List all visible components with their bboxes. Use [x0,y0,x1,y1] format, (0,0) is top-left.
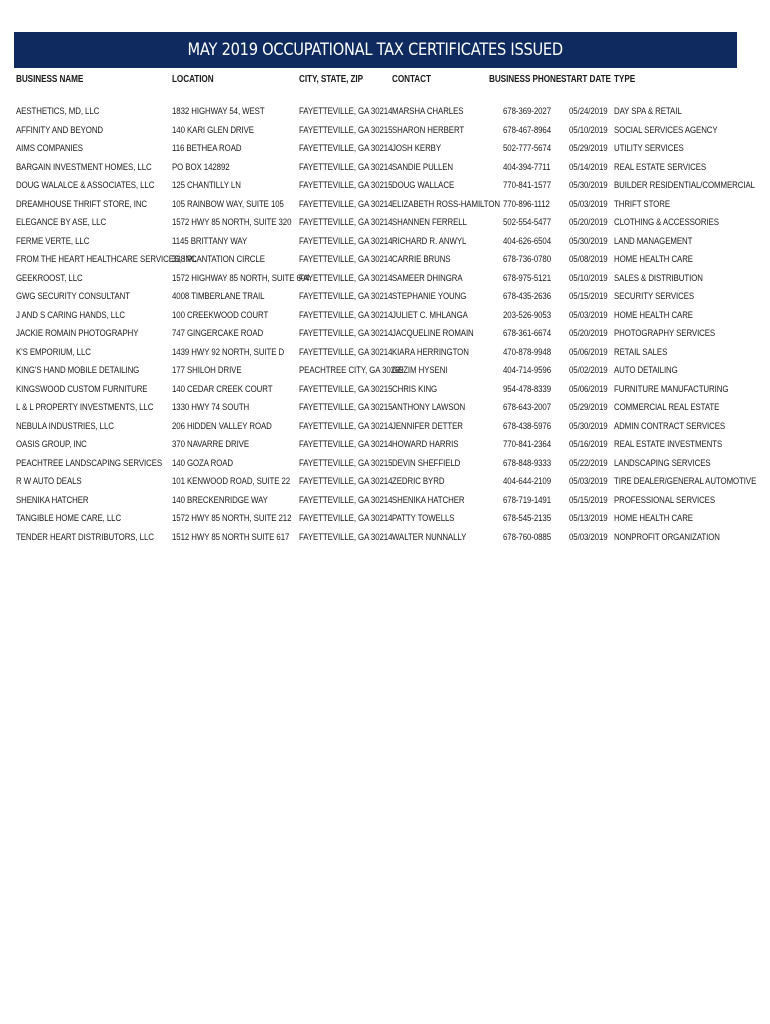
business-phone-cell: 678-467-8964 [503,124,552,136]
contact-cell: CHRIS KING [392,383,438,395]
table-row [16,436,736,455]
location-cell: 1330 HWY 74 SOUTH [172,402,250,413]
business-name-cell: AFFINITY AND BEYOND [16,124,104,136]
business-phone-cell: 678-736-0780 [503,254,552,265]
location-cell: 206 HIDDEN VALLEY ROAD [172,420,272,432]
business-phone-cell: 678-545-2135 [503,513,552,524]
start-date-cell: 05/15/2019 [569,494,608,506]
start-date-cell: 05/10/2019 [569,272,608,284]
type-cell: SALES & DISTRIBUTION [614,272,703,284]
column-header-location: LOCATION [172,74,214,85]
table-row [16,122,736,141]
table-row [16,177,755,196]
table-row [16,344,736,363]
city-state-zip-cell: FAYETTEVILLE, GA 30214 [299,439,393,450]
contact-cell: JACQUELINE ROMAIN [392,328,474,339]
city-state-zip-cell: FAYETTEVILLE, GA 30214 [299,346,393,358]
table-row [16,307,736,326]
start-date-cell: 05/03/2019 [569,309,608,321]
business-phone-cell: 502-777-5674 [503,143,552,154]
start-date-cell: 05/29/2019 [569,402,608,413]
type-cell: LANDSCAPING SERVICES [614,457,711,469]
business-name-cell: KING'S HAND MOBILE DETAILING [16,365,140,376]
business-name-cell: GEEKROOST, LLC [16,272,83,284]
city-state-zip-cell: FAYETTEVILLE, GA 30214 [299,309,393,321]
business-phone-cell: 404-714-9596 [503,365,552,376]
column-header-type: TYPE [614,74,636,85]
business-phone-cell: 678-719-1491 [503,494,552,506]
location-cell: 1832 HIGHWAY 54, WEST [172,106,265,117]
city-state-zip-cell: FAYETTEVILLE, GA 30215 [299,402,393,413]
location-cell: 1512 HWY 85 NORTH SUITE 617 [172,531,290,543]
table-row [16,288,736,307]
location-cell: 747 GINGERCAKE ROAD [172,328,264,339]
type-cell: PHOTOGRAPHY SERVICES [614,328,716,339]
start-date-cell: 05/13/2019 [569,513,608,524]
table-row [16,140,736,159]
column-header-business-phone: BUSINESS PHONE [489,74,562,85]
contact-cell: SHANNEN FERRELL [392,217,467,228]
business-name-cell: DOUG WALALCE & ASSOCIATES, LLC [16,180,155,191]
business-name-cell: K'S EMPORIUM, LLC [16,346,91,358]
type-cell: FURNITURE MANUFACTURING [614,383,729,395]
city-state-zip-cell: FAYETTEVILLE, GA 30214 [299,531,393,543]
business-phone-cell: 678-435-2636 [503,291,552,302]
business-name-cell: PEACHTREE LANDSCAPING SERVICES [16,457,163,469]
city-state-zip-cell: FAYETTEVILLE, GA 30214 [299,513,393,524]
contact-cell: HOWARD HARRIS [392,439,459,450]
contact-cell: SAMEER DHINGRA [392,272,463,284]
business-phone-cell: 678-975-5121 [503,272,552,284]
start-date-cell: 05/14/2019 [569,161,608,173]
table-row [16,529,736,548]
type-cell: LAND MANAGEMENT [614,235,693,247]
start-date-cell: 05/30/2019 [569,235,608,247]
business-phone-cell: 678-361-6674 [503,328,552,339]
start-date-cell: 05/15/2019 [569,291,608,302]
business-name-cell: GWG SECURITY CONSULTANT [16,291,130,302]
start-date-cell: 05/03/2019 [569,198,608,210]
type-cell: HOME HEALTH CARE [614,309,693,321]
start-date-cell: 05/06/2019 [569,383,608,395]
business-name-cell: SHENIKA HATCHER [16,494,89,506]
contact-cell: KIARA HERRINGTON [392,346,469,358]
location-cell: PO BOX 142892 [172,161,230,173]
table-row [16,270,736,289]
start-date-cell: 05/06/2019 [569,346,608,358]
business-phone-cell: 404-644-2109 [503,476,552,487]
certificates-table [16,70,757,547]
city-state-zip-cell: FAYETTEVILLE, GA 30214 [299,198,393,210]
business-phone-cell: 404-626-6504 [503,235,552,247]
type-cell: PROFESSIONAL SERVICES [614,494,716,506]
location-cell: 140 CEDAR CREEK COURT [172,383,273,395]
contact-cell: PATTY TOWELLS [392,513,455,524]
location-cell: 140 KARI GLEN DRIVE [172,124,254,136]
type-cell: CLOTHING & ACCESSORIES [614,217,719,228]
type-cell: TIRE DEALER/GENERAL AUTOMOTIVE [614,476,757,487]
business-name-cell: AIMS COMPANIES [16,143,83,154]
city-state-zip-cell: FAYETTEVILLE, GA 30214 [299,291,393,302]
contact-cell: ZEDRIC BYRD [392,476,445,487]
table-header-row [16,70,736,90]
contact-cell: CARRIE BRUNS [392,254,451,265]
contact-cell: GEZIM HYSENI [392,365,448,376]
start-date-cell: 05/30/2019 [569,180,608,191]
type-cell: RETAIL SALES [614,346,668,358]
business-name-cell: J AND S CARING HANDS, LLC [16,309,125,321]
type-cell: HOME HEALTH CARE [614,254,693,265]
type-cell: SOCIAL SERVICES AGENCY [614,124,718,136]
contact-cell: ANTHONY LAWSON [392,402,466,413]
start-date-cell: 05/08/2019 [569,254,608,265]
city-state-zip-cell: FAYETTEVILLE, GA 30214 [299,254,393,265]
table-row [16,251,736,270]
location-cell: 1439 HWY 92 NORTH, SUITE D [172,346,285,358]
business-name-cell: L & L PROPERTY INVESTMENTS, LLC [16,402,154,413]
business-phone-cell: 770-841-1577 [503,180,552,191]
contact-cell: SHARON HERBERT [392,124,465,136]
business-phone-cell: 678-369-2027 [503,106,552,117]
column-header-start-date: START DATE [561,74,611,85]
type-cell: REAL ESTATE INVESTMENTS [614,439,723,450]
contact-cell: WALTER NUNNALLY [392,531,467,543]
city-state-zip-cell: FAYETTEVILLE, GA 30214 [299,494,393,506]
type-cell: BUILDER RESIDENTIAL/COMMERCIAL [614,180,755,191]
city-state-zip-cell: FAYETTEVILLE, GA 30215 [299,124,393,136]
table-row [16,510,736,529]
start-date-cell: 05/20/2019 [569,328,608,339]
table-row [16,418,736,437]
business-name-cell: FERME VERTE, LLC [16,235,90,247]
location-cell: 105 RAINBOW WAY, SUITE 105 [172,198,284,210]
business-phone-cell: 470-878-9948 [503,346,552,358]
business-phone-cell: 770-841-2364 [503,439,552,450]
contact-cell: MARSHA CHARLES [392,106,464,117]
business-name-cell: NEBULA INDUSTRIES, LLC [16,420,114,432]
start-date-cell: 05/20/2019 [569,217,608,228]
start-date-cell: 05/03/2019 [569,476,608,487]
business-name-cell: FROM THE HEART HEALTHCARE SERVICES, INC [16,254,197,265]
page-title-text: MAY 2019 OCCUPATIONAL TAX CERTIFICATES ISSUED [187,40,564,60]
city-state-zip-cell: FAYETTEVILLE, GA 30214 [299,235,393,247]
contact-cell: DOUG WALLACE [392,180,455,191]
table-row [16,233,736,252]
city-state-zip-cell: PEACHTREE CITY, GA 30269 [299,365,404,376]
page-title [14,32,737,68]
business-phone-cell: 203-526-9053 [503,309,552,321]
business-name-cell: OASIS GROUP, INC [16,439,87,450]
table-row [16,381,736,400]
business-name-cell: DREAMHOUSE THRIFT STORE, INC [16,198,148,210]
business-phone-cell: 502-554-5477 [503,217,552,228]
table-row [16,492,736,511]
contact-cell: SANDIE PULLEN [392,161,454,173]
business-name-cell: KINGSWOOD CUSTOM FURNITURE [16,383,148,395]
city-state-zip-cell: FAYETTEVILLE, GA 30214 [299,476,393,487]
table-row [16,399,736,418]
type-cell: REAL ESTATE SERVICES [614,161,707,173]
contact-cell: RICHARD R. ANWYL [392,235,467,247]
business-phone-cell: 954-478-8339 [503,383,552,395]
table-row [16,455,736,474]
city-state-zip-cell: FAYETTEVILLE, GA 30214 [299,106,393,117]
location-cell: 125 CHANTILLY LN [172,180,241,191]
business-phone-cell: 678-760-0885 [503,531,552,543]
contact-cell: ELIZABETH ROSS-HAMILTON [392,198,500,210]
city-state-zip-cell: FAYETTEVILLE, GA 30214 [299,420,393,432]
business-name-cell: ELEGANCE BY ASE, LLC [16,217,107,228]
type-cell: ADMIN CONTRACT SERVICES [614,420,726,432]
type-cell: HOME HEALTH CARE [614,513,693,524]
type-cell: UTILITY SERVICES [614,143,684,154]
type-cell: THRIFT STORE [614,198,670,210]
business-name-cell: R W AUTO DEALS [16,476,82,487]
start-date-cell: 05/29/2019 [569,143,608,154]
location-cell: 101 KENWOOD ROAD, SUITE 22 [172,476,291,487]
type-cell: SECURITY SERVICES [614,291,695,302]
business-name-cell: TANGIBLE HOME CARE, LLC [16,513,122,524]
city-state-zip-cell: FAYETTEVILLE, GA 30214 [299,328,393,339]
start-date-cell: 05/10/2019 [569,124,608,136]
contact-cell: DEVIN SHEFFIELD [392,457,461,469]
business-phone-cell: 678-438-5976 [503,420,552,432]
column-header-business-name: BUSINESS NAME [16,74,84,85]
contact-cell: SHENIKA HATCHER [392,494,465,506]
business-name-cell: JACKIE ROMAIN PHOTOGRAPHY [16,328,139,339]
contact-cell: JULIET C. MHLANGA [392,309,468,321]
business-phone-cell: 678-848-9333 [503,457,552,469]
table-row [16,362,736,381]
location-cell: 1572 HIGHWAY 85 NORTH, SUITE 604 [172,272,310,284]
location-cell: 1572 HWY 85 NORTH, SUITE 320 [172,217,292,228]
start-date-cell: 05/22/2019 [569,457,608,469]
start-date-cell: 05/16/2019 [569,439,608,450]
type-cell: COMMERCIAL REAL ESTATE [614,402,720,413]
column-header-contact: CONTACT [392,74,431,85]
type-cell: DAY SPA & RETAIL [614,106,682,117]
column-header-city-state-zip: CITY, STATE, ZIP [299,74,363,85]
city-state-zip-cell: FAYETTEVILLE, GA 30214 [299,217,393,228]
start-date-cell: 05/24/2019 [569,106,608,117]
table-row [16,159,736,178]
business-name-cell: BARGAIN INVESTMENT HOMES, LLC [16,161,152,173]
location-cell: 177 SHILOH DRIVE [172,365,242,376]
start-date-cell: 05/03/2019 [569,531,608,543]
business-phone-cell: 678-643-2007 [503,402,552,413]
start-date-cell: 05/02/2019 [569,365,608,376]
type-cell: AUTO DETAILING [614,365,678,376]
location-cell: 116 BETHEA ROAD [172,143,242,154]
contact-cell: JENNIFER DETTER [392,420,463,432]
location-cell: 140 GOZA ROAD [172,457,234,469]
city-state-zip-cell: FAYETTEVILLE, GA 30214 [299,272,393,284]
city-state-zip-cell: FAYETTEVILLE, GA 30215 [299,180,393,191]
location-cell: 338 PLANTATION CIRCLE [172,254,265,265]
city-state-zip-cell: FAYETTEVILLE, GA 30215 [299,457,393,469]
location-cell: 100 CREEKWOOD COURT [172,309,269,321]
start-date-cell: 05/30/2019 [569,420,608,432]
location-cell: 140 BRECKENRIDGE WAY [172,494,268,506]
city-state-zip-cell: FAYETTEVILLE, GA 30215 [299,383,393,395]
location-cell: 1572 HWY 85 NORTH, SUITE 212 [172,513,292,524]
table-row [16,473,757,492]
contact-cell: STEPHANIE YOUNG [392,291,467,302]
table-row [16,196,736,215]
location-cell: 370 NAVARRE DRIVE [172,439,250,450]
table-row [16,325,736,344]
table-row [16,214,736,233]
business-name-cell: AESTHETICS, MD, LLC [16,106,100,117]
table-row [16,103,736,122]
table-body [16,103,757,547]
location-cell: 4008 TIMBERLANE TRAIL [172,291,265,302]
city-state-zip-cell: FAYETTEVILLE, GA 30214 [299,161,393,173]
business-name-cell: TENDER HEART DISTRIBUTORS, LLC [16,531,154,543]
type-cell: NONPROFIT ORGANIZATION [614,531,720,543]
city-state-zip-cell: FAYETTEVILLE, GA 30214 [299,143,393,154]
contact-cell: JOSH KERBY [392,143,442,154]
location-cell: 1145 BRITTANY WAY [172,235,248,247]
business-phone-cell: 770-896-1112 [503,198,550,210]
business-phone-cell: 404-394-7711 [503,161,551,173]
